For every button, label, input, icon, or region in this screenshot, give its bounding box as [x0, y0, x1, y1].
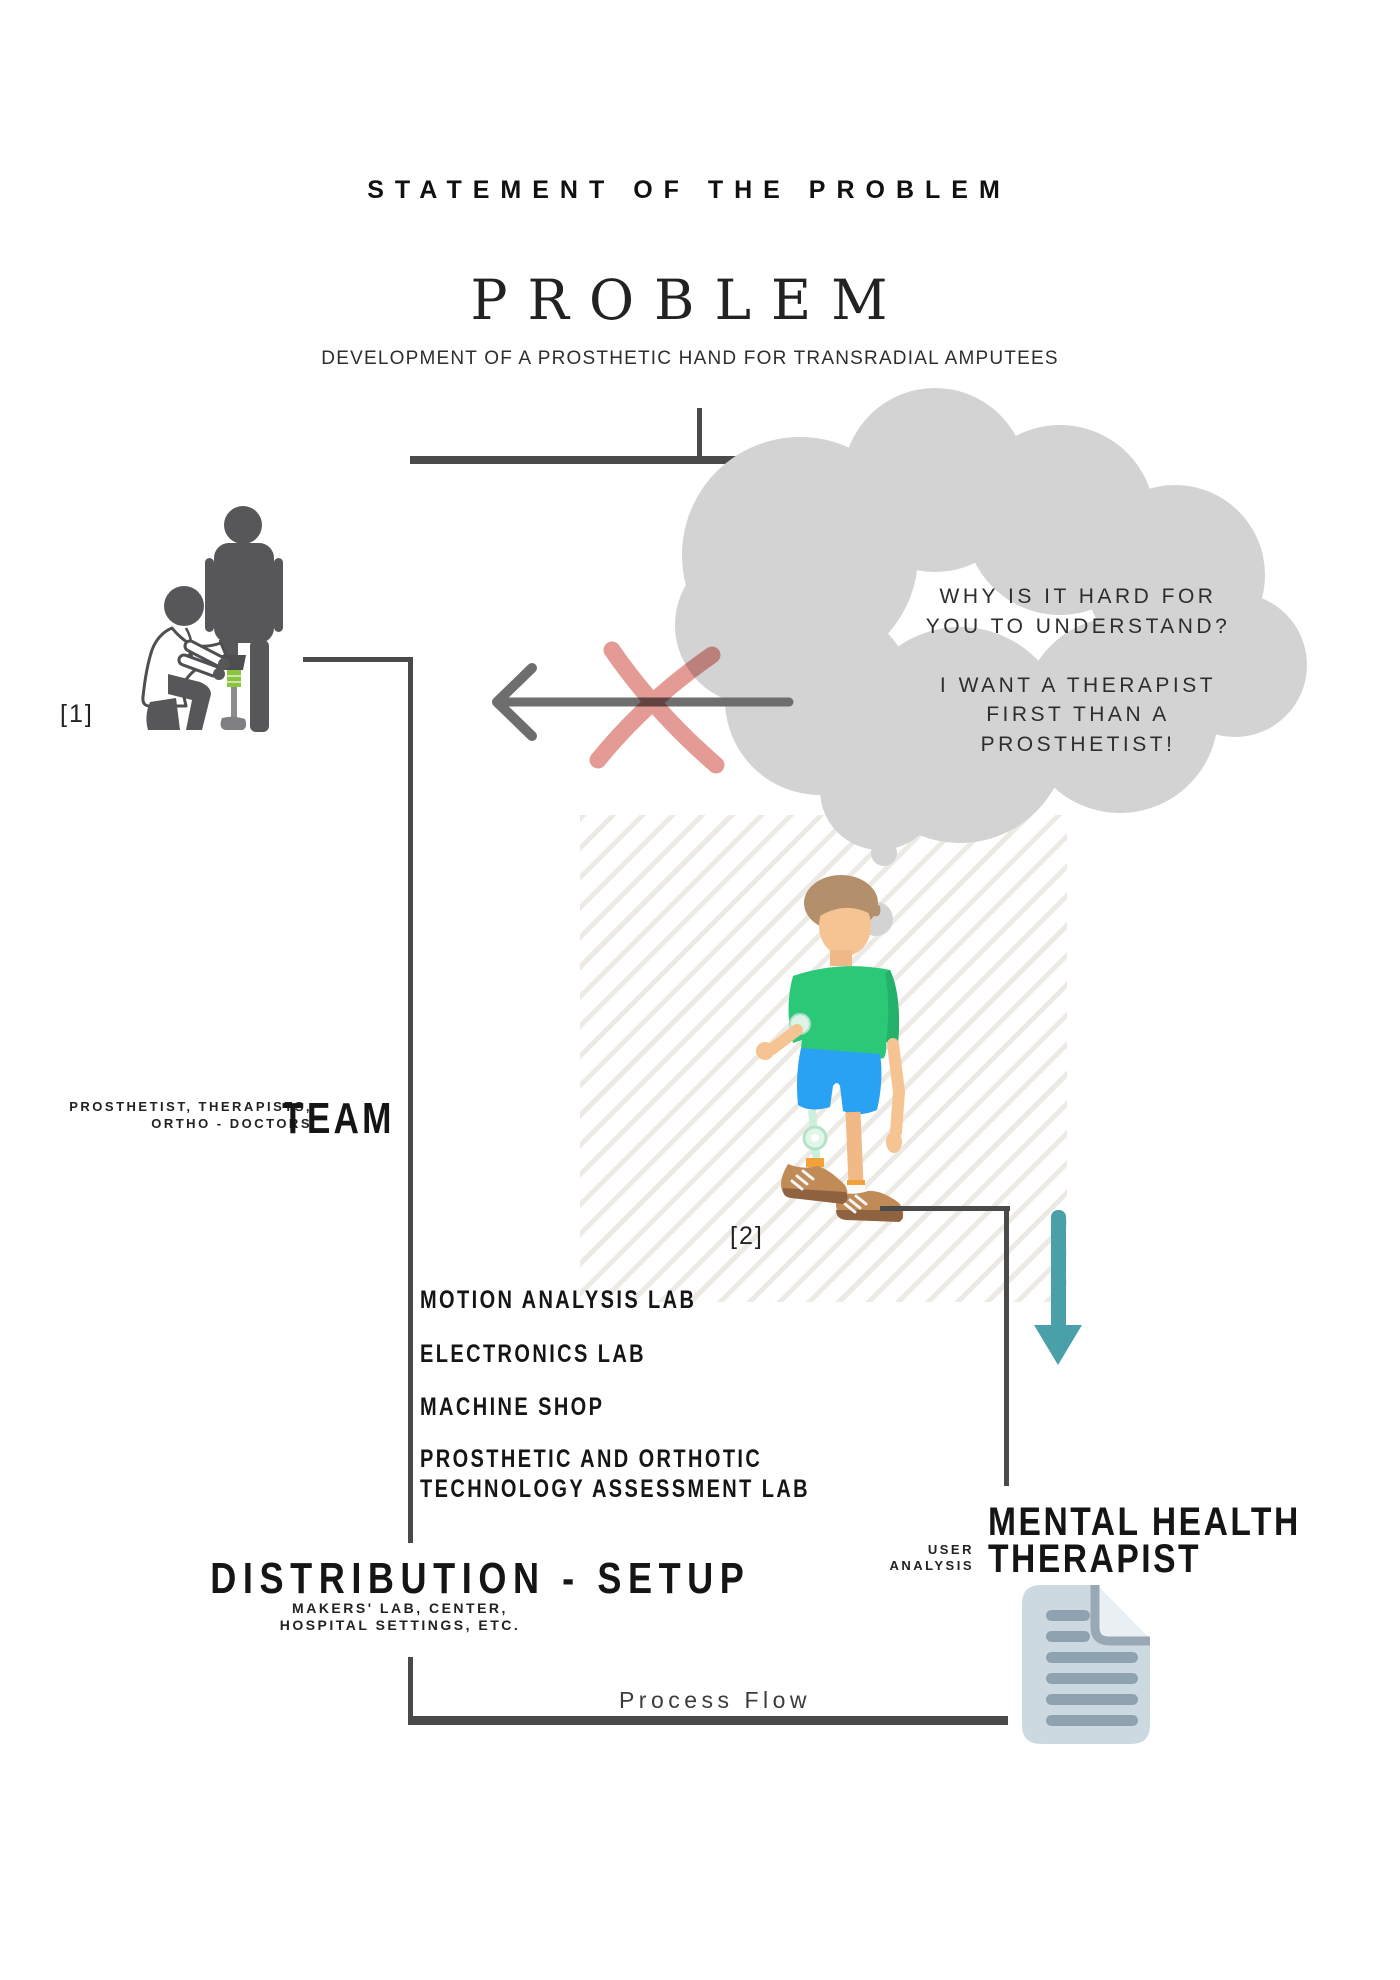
page-subtitle: DEVELOPMENT OF A PROSTHETIC HAND FOR TRANSRADIAL AMPUTEES [321, 348, 1059, 369]
lab-item-motion-analysis [420, 1285, 696, 1315]
thought-line: PROSTHETIST! [980, 732, 1176, 756]
left-connector-horizontal [303, 657, 413, 662]
thought-line [898, 641, 1258, 671]
amputee-boy-icon [725, 855, 975, 1235]
team-label: TEAM [282, 1094, 395, 1143]
document-icon [1015, 1578, 1160, 1753]
left-vertical-line-upper [408, 657, 413, 1543]
user-analysis-label [889, 1542, 974, 1574]
lab-line: TECHNOLOGY ASSESSMENT LAB [420, 1475, 811, 1503]
right-vertical-line [1004, 1206, 1009, 1486]
distribution-detail-line: MAKERS' LAB, CENTER, [292, 1600, 508, 1616]
rejected-arrow-group [480, 615, 820, 800]
thought-line: I WANT A THERAPIST [939, 673, 1217, 697]
lab-line: MOTION ANALYSIS LAB [420, 1286, 697, 1314]
team-members-line: PROSTHETIST, THERAPISTS, [69, 1099, 312, 1114]
page-title: PROBLEM [470, 268, 908, 332]
team-members-label [69, 1098, 312, 1132]
bottom-bar [408, 1716, 1008, 1725]
team-members-line: ORTHO - DOCTORS [151, 1116, 312, 1131]
mental-health-therapist-title [988, 1500, 1301, 1581]
thought-line: FIRST THAN A [986, 703, 1170, 726]
user-analysis-line: USER [927, 1542, 974, 1557]
mental-health-line: MENTAL HEALTH [988, 1500, 1301, 1544]
distribution-details [180, 1600, 620, 1634]
patient-silhouette [205, 506, 283, 732]
lab-line: ELECTRONICS LAB [420, 1340, 646, 1368]
distribution-detail-line: HOSPITAL SETTINGS, ETC. [279, 1617, 521, 1633]
down-arrow-icon [1030, 1205, 1090, 1375]
cross-x-icon [598, 650, 716, 765]
mental-health-line: THERAPIST [988, 1537, 1202, 1581]
reference-label-1: [1] [60, 700, 94, 728]
reference-label-2: [2] [730, 1222, 764, 1250]
process-flow-label: Process Flow [618, 1687, 812, 1713]
distribution-title: DISTRIBUTION - SETUP [210, 1554, 751, 1603]
lab-item-machine-shop [420, 1392, 604, 1422]
right-connector-horizontal [880, 1206, 1010, 1211]
left-vertical-line-lower [408, 1657, 413, 1719]
thought-line: WHY IS IT HARD FOR [939, 585, 1217, 608]
lab-line: PROSTHETIC AND ORTHOTIC [420, 1445, 763, 1473]
thought-line: YOU TO UNDERSTAND? [925, 614, 1231, 638]
lab-item-prosthetic-orthotic [420, 1444, 810, 1504]
prosthetic-leg [781, 1110, 847, 1204]
eyebrow-title: STATEMENT OF THE PROBLEM [367, 176, 1011, 204]
prosthetist-patient-icon [115, 475, 375, 740]
user-analysis-line: ANALYSIS [889, 1558, 974, 1573]
lab-item-electronics [420, 1339, 646, 1369]
lab-line: MACHINE SHOP [420, 1393, 605, 1421]
thought-bubble-text [898, 582, 1258, 759]
